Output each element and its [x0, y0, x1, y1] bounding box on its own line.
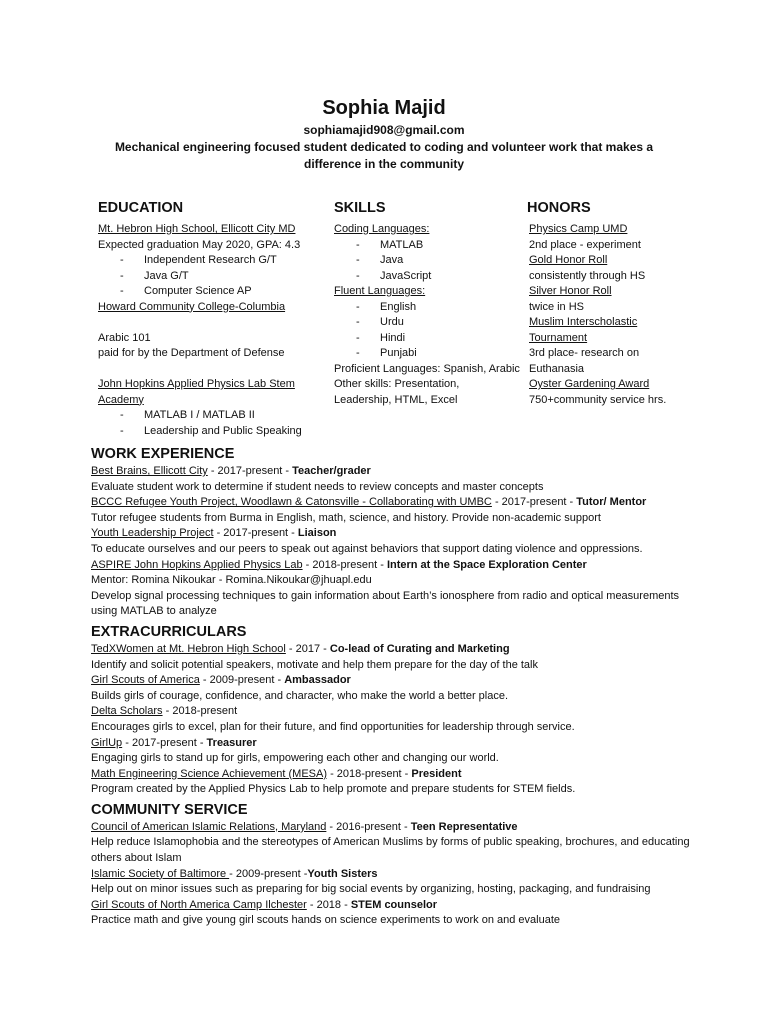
entry-description: Builds girls of courage, confidence, and character, who make the world a better place.: [91, 689, 509, 702]
entry-role: STEM counselor: [350, 898, 438, 911]
entry-description: Encourages girls to excel, plan for their future, and find opportunities for leadership through service.: [91, 720, 575, 733]
entry-dates: - 2018-present -: [327, 767, 412, 780]
school-1-course-list: [98, 253, 328, 300]
experience-sections: [91, 445, 691, 929]
extracurricular-entry: [91, 767, 691, 798]
entry-role: Ambassador: [284, 674, 351, 687]
honor-detail: twice in HS: [529, 300, 585, 313]
honor-title: Gold Honor Roll: [529, 254, 608, 266]
organization-name: TedXWomen at Mt. Hebron High School: [91, 642, 286, 655]
entry-dates: - 2009-present -: [199, 674, 285, 687]
entry-description: To educate ourselves and our peers to speak out against behaviors that support dating violence and oppressions.: [91, 542, 643, 555]
organization-name: Youth Leadership Project: [91, 527, 214, 540]
school-1-detail: Expected graduation May 2020, GPA: 4.3: [98, 238, 301, 251]
honors-section: [527, 199, 702, 408]
organization-name: Best Brains, Ellicott City: [91, 465, 208, 477]
school-2-name: Howard Community College-Columbia: [98, 300, 286, 313]
entry-description: Develop signal processing techniques to gain information about Earth’s ionosphere from radio and optical measurements using MATLAB to analyze: [91, 589, 680, 618]
honor-title: Muslim Interscholastic Tournament: [529, 316, 638, 344]
entry-description: Evaluate student work to determine if student needs to review concepts and master concepts: [91, 480, 544, 493]
school-2-note: paid for by the Department of Defense: [98, 347, 285, 359]
extracurricular-entry: [91, 673, 691, 704]
entry-dates: - 2017-present -: [491, 496, 577, 509]
entry-dates: - 2017 -: [285, 642, 330, 655]
language-item: - English: [334, 300, 534, 316]
school-3-name: John Hopkins Applied Physics Lab Stem Academy: [98, 378, 295, 406]
coding-languages-list: [334, 238, 534, 285]
organization-name: Islamic Society of Baltimore: [91, 867, 230, 880]
candidate-email: sophiamajid908@gmail.com: [303, 123, 465, 137]
extracurriculars-heading: EXTRACURRICULARS: [91, 623, 247, 640]
mentor-contact: Mentor: Romina Nikoukar - Romina.Nikoukar@jhuapl.edu: [91, 574, 372, 587]
entry-dates: - 2016-present -: [326, 820, 411, 833]
honor-detail: 750+community service hrs.: [529, 393, 667, 406]
entry-role: Co-lead of Curating and Marketing: [329, 642, 510, 655]
entry-role: Treasurer: [206, 736, 257, 749]
education-heading: EDUCATION: [98, 200, 184, 216]
honor-detail: 2nd place - experiment: [529, 238, 641, 251]
entry-role: President: [411, 767, 462, 780]
education-section: [98, 199, 328, 439]
honor-title: Physics Camp UMD: [529, 223, 628, 235]
course-item: - Java G/T: [98, 269, 328, 285]
organization-name: GirlUp: [91, 736, 123, 749]
entry-description: Program created by the Applied Physics Lab to help promote and prepare students for STEM fields.: [91, 783, 576, 796]
candidate-name: Sophia Majid: [322, 97, 446, 119]
entry-dates: - 2017-present -: [213, 527, 298, 540]
course-item: - Leadership and Public Speaking: [98, 424, 328, 440]
extracurricular-entry: [91, 736, 691, 767]
honors-heading: HONORS: [527, 200, 591, 216]
organization-name: ASPIRE John Hopkins Applied Physics Lab: [91, 558, 303, 571]
language-item: - Urdu: [334, 315, 534, 331]
coding-languages-label: Coding Languages:: [334, 223, 430, 235]
school-1-name: Mt. Hebron High School, Ellicott City MD: [98, 223, 296, 235]
skill-item: - Java: [334, 253, 534, 269]
course-item: - MATLAB I / MATLAB II: [98, 408, 328, 424]
entry-role: Teen Representative: [410, 820, 518, 833]
school-3-course-list: [98, 408, 328, 439]
entry-role: Youth Sisters: [307, 867, 378, 880]
work-entry: [91, 526, 691, 557]
work-entry: [91, 464, 691, 495]
proficient-languages: Proficient Languages: Spanish, Arabic: [334, 362, 520, 375]
honor-detail: 3rd place- research on Euthanasia: [529, 347, 640, 375]
organization-name: BCCC Refugee Youth Project, Woodlawn & Catonsville - Collaborating with UMBC: [91, 496, 492, 509]
course-item: - Computer Science AP: [98, 284, 328, 300]
entry-dates: - 2017-present -: [207, 465, 293, 477]
entry-description: Tutor refugee students from Burma in English, math, science, and history. Provide non-academic support: [91, 511, 601, 524]
entry-description: Practice math and give young girl scouts hands on science experiments to work on and evaluate: [91, 914, 560, 927]
language-item: - Punjabi: [334, 346, 534, 362]
community-entry: [91, 898, 691, 929]
entry-description: Identify and solicit potential speakers, motivate and help them prepare for the day of the talk: [91, 658, 538, 671]
entry-description: Help out on minor issues such as preparing for big social events by organizing, hosting, packaging, and fundraising: [91, 883, 651, 896]
entry-description: Help reduce Islamophobia and the stereotypes of American Muslims by forms of public speaking, brochures, and educating others about Islam: [91, 836, 690, 865]
language-item: - Hindi: [334, 331, 534, 347]
skills-section: [334, 199, 534, 408]
honor-detail: consistently through HS: [529, 269, 646, 282]
entry-dates: - 2009-present -: [229, 867, 308, 880]
skill-item: - MATLAB: [334, 238, 534, 254]
work-entry: [91, 558, 691, 620]
resume-header: [0, 96, 768, 173]
school-2-course: Arabic 101: [98, 331, 151, 344]
honor-title: Silver Honor Roll: [529, 285, 612, 297]
work-experience-heading: WORK EXPERIENCE: [91, 446, 235, 462]
entry-dates: - 2017-present -: [122, 736, 207, 749]
honor-title: Oyster Gardening Award: [529, 378, 650, 390]
community-entry: [91, 867, 691, 898]
entry-dates: - 2018 -: [306, 898, 351, 911]
organization-name: Council of American Islamic Relations, Maryland: [91, 820, 327, 833]
extracurricular-entry: [91, 704, 691, 735]
objective-statement: Mechanical engineering focused student dedicated to coding and volunteer work that makes a difference in the community: [114, 140, 654, 171]
organization-name: Math Engineering Science Achievement (MESA): [91, 767, 328, 780]
entry-dates: - 2018-present -: [302, 558, 387, 571]
entry-role: Liaison: [297, 527, 337, 540]
organization-name: Girl Scouts of North America Camp Ilchester: [91, 898, 307, 911]
fluent-languages-list: [334, 300, 534, 362]
organization-name: Girl Scouts of America: [91, 674, 200, 687]
extracurricular-entry: [91, 642, 691, 673]
entry-dates: - 2018-present: [162, 705, 238, 718]
entry-role: Teacher/grader: [292, 465, 371, 477]
community-entry: [91, 820, 691, 867]
organization-name: Delta Scholars: [91, 705, 163, 718]
entry-description: Engaging girls to stand up for girls, empowering each other and changing our world.: [91, 752, 499, 765]
fluent-languages-label: Fluent Languages:: [334, 285, 426, 297]
work-entry: [91, 495, 691, 526]
course-item: - Independent Research G/T: [98, 253, 328, 269]
other-skills: Other skills: Presentation, Leadership, HTML, Excel: [334, 378, 460, 406]
entry-role: Tutor/ Mentor: [576, 496, 647, 509]
skills-heading: SKILLS: [334, 200, 386, 216]
skill-item: - JavaScript: [334, 269, 534, 285]
community-service-heading: COMMUNITY SERVICE: [91, 801, 248, 818]
entry-role: Intern at the Space Exploration Center: [386, 558, 587, 571]
